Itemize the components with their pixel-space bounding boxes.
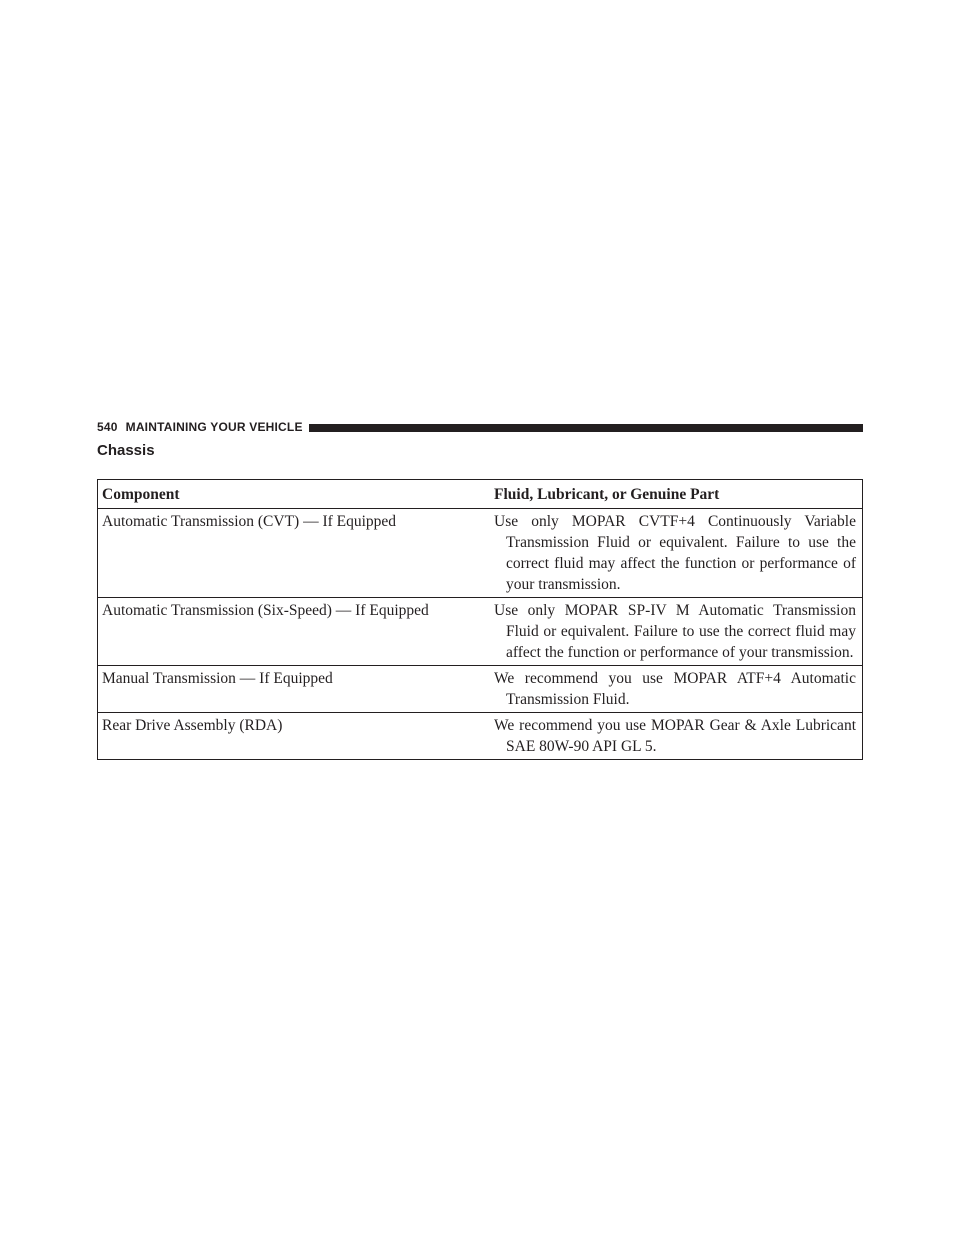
page-header [97, 419, 863, 435]
table-row [98, 509, 863, 598]
table-row [98, 598, 863, 666]
section-name: MAINTAINING YOUR VEHICLE [125, 420, 303, 434]
header-rule [309, 424, 863, 432]
fluid-cell [488, 666, 863, 713]
fluid-text: We recommend you use MOPAR ATF+4 Automatic Transmission Fluid. [494, 670, 856, 708]
fluid-table [97, 479, 863, 760]
fluid-cell [488, 598, 863, 666]
fluid-cell [488, 509, 863, 598]
column-header-fluid: Fluid, Lubricant, or Genuine Part [488, 480, 863, 509]
table-header-row [98, 480, 863, 509]
component-cell: Automatic Transmission (CVT) — If Equipped [98, 509, 489, 598]
table-row [98, 713, 863, 760]
component-cell: Rear Drive Assembly (RDA) [98, 713, 489, 760]
component-cell: Automatic Transmission (Six-Speed) — If Equipped [98, 598, 489, 666]
component-cell: Manual Transmission — If Equipped [98, 666, 489, 713]
table-row [98, 666, 863, 713]
section-title: Chassis [97, 442, 155, 459]
page-number: 540 [97, 420, 118, 434]
fluid-text: Use only MOPAR CVTF+4 Continuously Variable Transmission Fluid or equivalent. Failure to use the correct fluid may affect the function or performance of your transmission. [494, 513, 856, 593]
fluid-text: We recommend you use MOPAR Gear & Axle Lubricant SAE 80W-90 API GL 5. [494, 717, 856, 755]
fluid-text: Use only MOPAR SP-IV M Automatic Transmission Fluid or equivalent. Failure to use the correct fluid may affect the function or performance of your transmission. [494, 602, 856, 661]
column-header-component: Component [98, 480, 489, 509]
fluid-cell [488, 713, 863, 760]
